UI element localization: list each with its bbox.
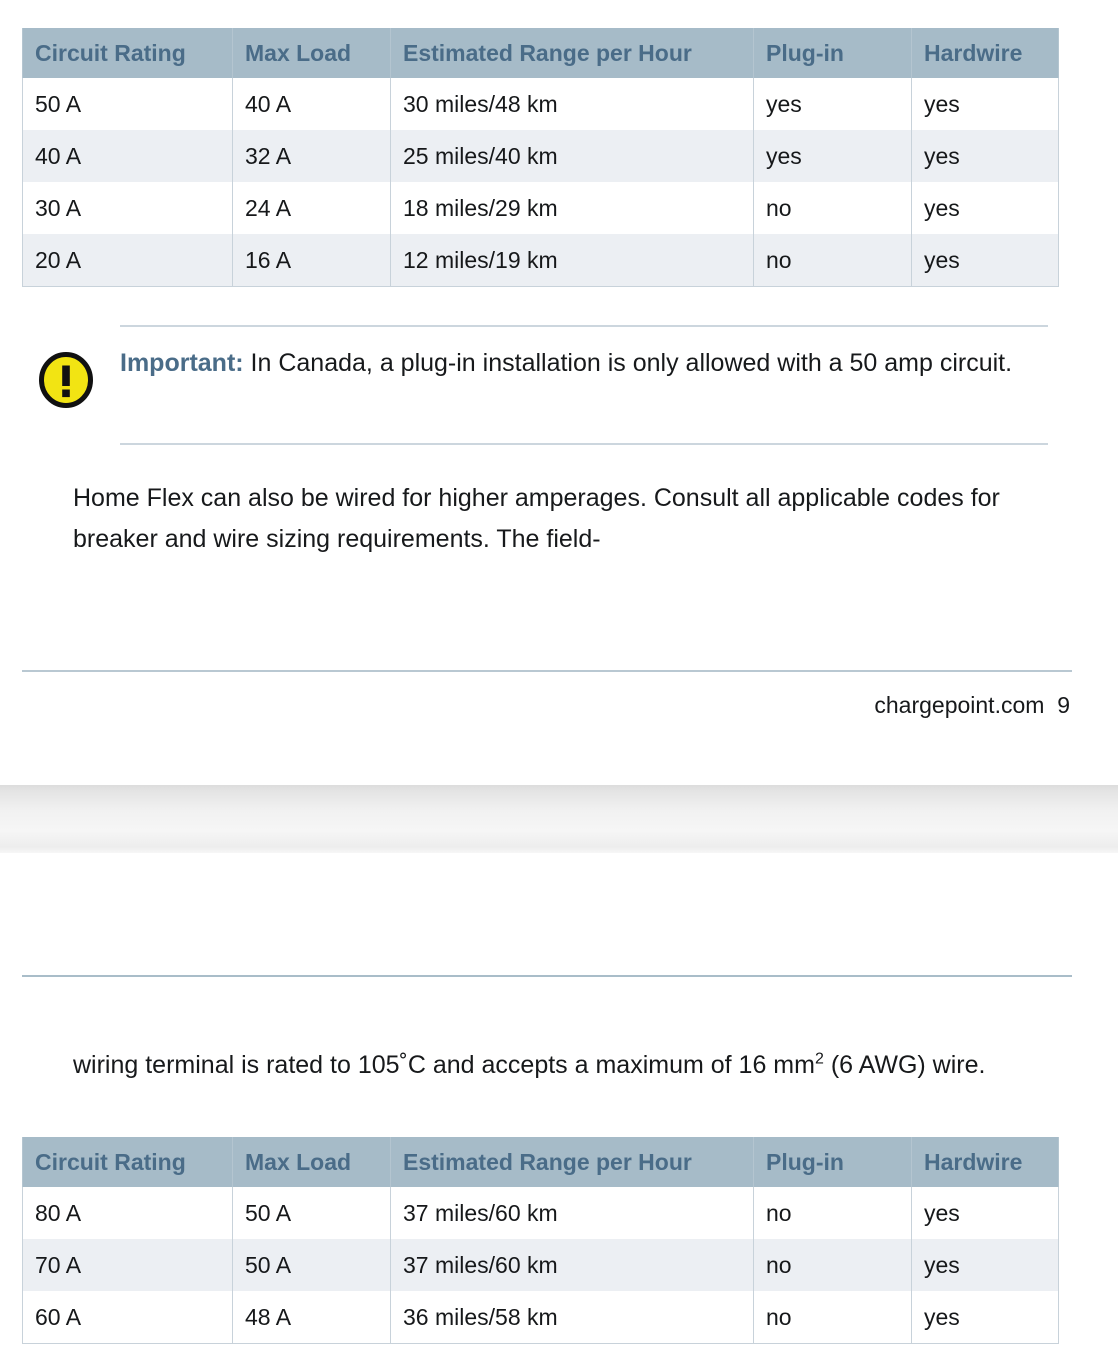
table-header-row	[23, 1137, 1059, 1187]
cell-hardwire: yes	[912, 78, 1059, 130]
cell-hardwire: yes	[912, 1187, 1059, 1239]
document-page-two	[0, 853, 1118, 1371]
cell-plug-in: yes	[754, 78, 912, 130]
cell-max-load: 50 A	[233, 1239, 391, 1291]
cell-estimated-range: 37 miles/60 km	[391, 1239, 754, 1291]
cell-plug-in: no	[754, 1187, 912, 1239]
page-footer	[874, 692, 1070, 719]
table-row	[23, 78, 1059, 130]
cell-max-load: 48 A	[233, 1291, 391, 1344]
footer-divider	[22, 670, 1072, 672]
warning-exclamation-icon	[38, 352, 94, 408]
cell-hardwire: yes	[912, 1291, 1059, 1344]
table-row	[23, 130, 1059, 182]
important-callout	[0, 325, 1118, 445]
cell-plug-in: yes	[754, 130, 912, 182]
cell-plug-in: no	[754, 234, 912, 287]
cell-estimated-range: 36 miles/58 km	[391, 1291, 754, 1344]
cell-plug-in: no	[754, 1239, 912, 1291]
callout-label: Important:	[120, 349, 244, 377]
table-header-plug-in: Plug-in	[754, 1137, 912, 1187]
circuit-rating-table-one	[22, 28, 1059, 287]
table-header-estimated-range: Estimated Range per Hour	[391, 1137, 754, 1187]
callout-text	[120, 343, 1048, 383]
table-row	[23, 182, 1059, 234]
page-header-divider	[22, 975, 1072, 977]
footer-site: chargepoint.com	[874, 692, 1045, 718]
cell-max-load: 24 A	[233, 182, 391, 234]
cell-estimated-range: 18 miles/29 km	[391, 182, 754, 234]
table-header-plug-in: Plug-in	[754, 28, 912, 78]
footer-page-number: 9	[1057, 692, 1070, 718]
cell-circuit-rating: 20 A	[23, 234, 233, 287]
cell-circuit-rating: 80 A	[23, 1187, 233, 1239]
table-header-estimated-range: Estimated Range per Hour	[391, 28, 754, 78]
table-row	[23, 1239, 1059, 1291]
table-header-circuit-rating: Circuit Rating	[23, 1137, 233, 1187]
paragraph-wiring-before: wiring terminal is rated to 105˚C and accepts a maximum of 16 mm	[73, 1051, 815, 1079]
cell-hardwire: yes	[912, 130, 1059, 182]
cell-estimated-range: 12 miles/19 km	[391, 234, 754, 287]
table-header-hardwire: Hardwire	[912, 28, 1059, 78]
cell-circuit-rating: 60 A	[23, 1291, 233, 1344]
paragraph-wiring-after: (6 AWG) wire.	[823, 1051, 986, 1079]
cell-circuit-rating: 50 A	[23, 78, 233, 130]
table-row	[23, 1291, 1059, 1344]
paragraph-home-flex: Home Flex can also be wired for higher amperages. Consult all applicable codes for breaker and wire sizing requirements. The field-	[73, 484, 1000, 553]
table-header-max-load: Max Load	[233, 28, 391, 78]
cell-hardwire: yes	[912, 234, 1059, 287]
cell-circuit-rating: 40 A	[23, 130, 233, 182]
cell-estimated-range: 25 miles/40 km	[391, 130, 754, 182]
table-header-max-load: Max Load	[233, 1137, 391, 1187]
table-row	[23, 234, 1059, 287]
table-header-hardwire: Hardwire	[912, 1137, 1059, 1187]
cell-estimated-range: 37 miles/60 km	[391, 1187, 754, 1239]
cell-max-load: 16 A	[233, 234, 391, 287]
page-break-separator	[0, 785, 1118, 853]
table-header-row	[23, 28, 1059, 78]
cell-max-load: 50 A	[233, 1187, 391, 1239]
circuit-rating-table-two	[22, 1137, 1059, 1344]
cell-circuit-rating: 30 A	[23, 182, 233, 234]
cell-circuit-rating: 70 A	[23, 1239, 233, 1291]
callout-body	[120, 325, 1048, 445]
cell-max-load: 32 A	[233, 130, 391, 182]
cell-plug-in: no	[754, 1291, 912, 1344]
cell-hardwire: yes	[912, 1239, 1059, 1291]
paragraph-wiring-superscript: 2	[814, 1050, 824, 1068]
table-header-circuit-rating: Circuit Rating	[23, 28, 233, 78]
callout-message: In Canada, a plug-in installation is only allowed with a 50 amp circuit.	[243, 349, 1013, 377]
cell-estimated-range: 30 miles/48 km	[391, 78, 754, 130]
cell-max-load: 40 A	[233, 78, 391, 130]
table-row	[23, 1187, 1059, 1239]
cell-plug-in: no	[754, 182, 912, 234]
paragraph-wiring-terminal	[73, 1045, 1048, 1086]
cell-hardwire: yes	[912, 182, 1059, 234]
